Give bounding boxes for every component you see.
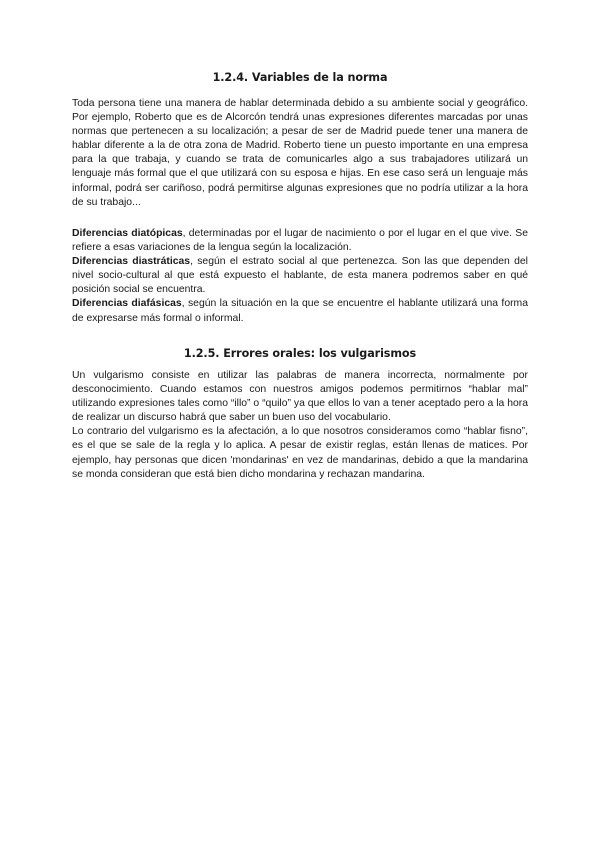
- term-diafasicas: Diferencias diafásicas: [72, 298, 182, 310]
- term-diatopicas: Diferencias diatópicas: [72, 228, 183, 239]
- section-heading-variables-norma: 1.2.4. Variables de la norma: [212, 71, 388, 84]
- term-diastraticas: Diferencias diastráticas: [72, 256, 191, 268]
- vulgarismos-paragraph: [72, 369, 528, 482]
- section-heading-errores-orales: 1.2.5. Errores orales: los vulgarismos: [183, 347, 417, 360]
- definition-diatopicas: , determinadas por el lugar de nacimiento o por el lugar en el que vive. Se refiere a esas variaciones de la lengua según la localización.: [72, 228, 528, 254]
- intro-paragraph: Toda persona tiene una manera de hablar determinada debido a su ambiente social y geográfico. Por ejemplo, Roberto que es de Alcorcón tendrá unas expresiones diferentes marcadas por unas normas que pertenecen a su localización; a pesar de ser de Madrid puede tener una manera de hablar diferente a la de otra zona de Madrid. Roberto tiene un puesto importante en una empresa para la que trabaja, y cuando se trata de comunicarles algo a sus trabajadores utilizará un lenguaje más formal que el que utilizará con su esposa e hijas. En ese caso será un lenguaje más informal, podrá ser cariñoso, podrá permitirse algunas expresiones que no podría utilizar a la hora de su trabajo...: [72, 98, 528, 208]
- vulgarismo-definition: Un vulgarismo consiste en utilizar las palabras de manera incorrecta, normalmente por desconocimiento. Cuando estamos con nuestros amigos podemos permitirnos “hablar mal” utilizando expresiones tales como “illo” o “quilo” ya que ellos lo van a tener aceptado pero a la hora de realizar un discurso habrá que saber un buen uso del vocabulario.: [72, 370, 528, 424]
- definition-diafasicas: , según la situación en la que se encuentre el hablante utilizará una forma de expresarse más formal o informal.: [72, 298, 528, 324]
- afectacion-definition: Lo contrario del vulgarismo es la afectación, a lo que nosotros consideramos como “hablar fisno”, es el que se sale de la regla y lo aplica. A pesar de existir reglas, están llenas de matices. Por ejemplo, hay personas que dicen 'mondarinas' en vez de mandarinas, debido a que la mandarina se monda consideran que está bien dicho mondarina y rechazan mandarina.: [72, 426, 528, 480]
- definition-diastraticas: , según el estrato social al que pertenezca. Son las que dependen del nivel socio-cultural al que está expuesto el hablante, de esta manera podremos saber en qué posición social se encuentra.: [72, 256, 528, 296]
- definitions-paragraph: [72, 227, 528, 326]
